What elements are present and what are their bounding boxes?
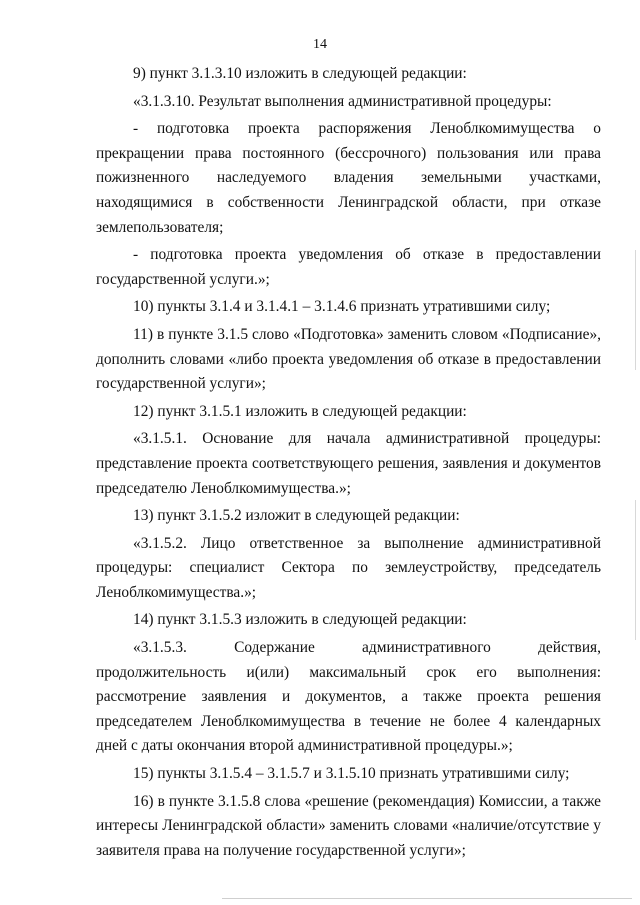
- paragraph-item-15: 15) пункты 3.1.5.4 – 3.1.5.7 и 3.1.5.10 признать утратившими силу;: [133, 765, 570, 783]
- paragraph-item-12: 12) пункт 3.1.5.1 изложить в следующей редакции:: [133, 402, 467, 420]
- scan-edge-mark-upper: [635, 250, 636, 370]
- paragraph-3-1-5-1: «3.1.5.1. Основание для начала административной процедуры: представление проекта соответствующего решения, заявления и документов председателю Леноблкомимущества.»;: [96, 430, 601, 497]
- paragraph-item-16: 16) в пункте 3.1.5.8 слова «решение (рекомендация) Комиссии, а также интересы Ленинградской области» заменить словами «наличие/отсутствие у заявителя права на получение государственной услуги»;: [96, 792, 601, 859]
- paragraph-3-1-5-3: «3.1.5.3. Содержание административного действия, продолжительность и(или) максимальный срок его выполнения: рассмотрение заявления и документов, а также проекта решения председателем Леноблкомимущества в течение не более 4 календарных дней с даты окончания второй административной процедуры.»;: [96, 639, 601, 755]
- paragraph-item-11: 11) в пункте 3.1.5 слово «Подготовка» заменить словом «Подписание», дополнить словами «либо проекта уведомления об отказе в предоставлении государственной услуги»;: [96, 325, 601, 393]
- scan-bottom-rule: [222, 898, 632, 899]
- paragraph-item-14: 14) пункт 3.1.5.3 изложить в следующей редакции:: [133, 611, 467, 629]
- paragraph-3-1-3-10-heading: «3.1.3.10. Результат выполнения административной процедуры:: [133, 92, 552, 110]
- paragraph-item-10: 10) пункты 3.1.4 и 3.1.4.1 – 3.1.4.6 признать утратившими силу;: [133, 298, 551, 316]
- paragraph-dash-order-draft: - подготовка проекта распоряжения Леноблкомимущества о прекращении права постоянного (бессрочного) пользования или права пожизненного наследуемого владения земельными участками, находящимися в собственности Ленинградской области, при отказе землепользователя;: [96, 120, 601, 236]
- paragraph-dash-refusal-notice: - подготовка проекта уведомления об отказе в предоставлении государственной услуги.»;: [96, 246, 601, 288]
- page-number: 14: [313, 37, 327, 52]
- paragraph-3-1-5-2: «3.1.5.2. Лицо ответственное за выполнение административной процедуры: специалист Сектора по землеустройству, председатель Леноблкомимущества.»;: [96, 534, 601, 601]
- paragraph-item-9: 9) пункт 3.1.3.10 изложить в следующей редакции:: [133, 65, 467, 82]
- paragraph-item-13: 13) пункт 3.1.5.2 изложит в следующей редакции:: [133, 507, 460, 525]
- scan-edge-mark-lower: [635, 500, 636, 640]
- document-body: [96, 62, 601, 863]
